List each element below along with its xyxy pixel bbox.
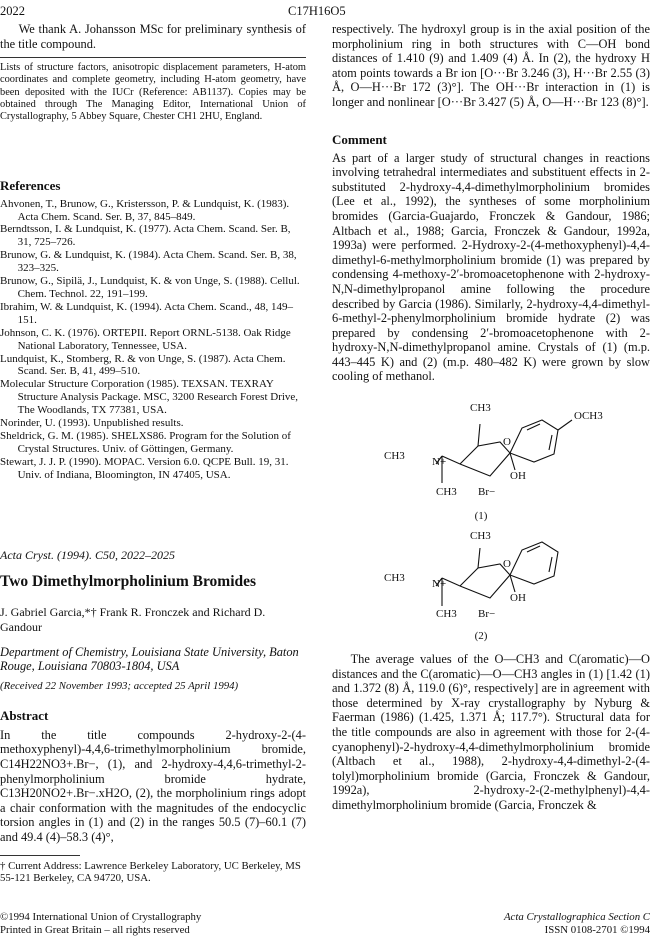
ch3-bottom-label: CH3: [436, 608, 457, 621]
ring-oxygen-label: O: [503, 436, 511, 449]
reference-entry: Norinder, U. (1993). Unpublished results.: [0, 417, 184, 430]
reference-list: [0, 198, 306, 482]
reference-entry: Ibrahim, W. & Lundquist, K. (1994). Acta Chem. Scand., 48, 149–151.: [0, 300, 293, 326]
author-list: J. Gabriel Garcia,*† Frank R. Fronczek and Richard D. Gandour: [0, 604, 266, 634]
reference-entry: Johnson, C. K. (1976). ORTEPII. Report ORNL-5138. Oak Ridge National Laboratory, Tennessee, USA.: [0, 326, 291, 352]
nitrogen-label: N+: [432, 456, 447, 469]
reference-entry: Ahvonen, T., Brunow, G., Kristersson, P. & Lundquist, K. (1983). Acta Chem. Scand. Ser. B, 37, 845–849.: [0, 197, 290, 223]
hydroxyl-label: OH: [510, 592, 526, 605]
reference-entry: Stewart, J. J. P. (1990). MOPAC. Version 6.0. QCPE Bull. 19, 31. Univ. of Indiana, Bloomington, IN 47405, USA.: [0, 455, 289, 481]
acknowledgement: We thank A. Johansson MSc for preliminary synthesis of the title compound.: [0, 22, 306, 51]
footnote-divider: [0, 855, 80, 856]
discussion-text: The average values of the O—CH3 and C(aromatic)—O distances and the C(aromatic)—O—CH3 angles in (1) [1.42 (1) and 1.372 (8) Å, 119.0 (6)°, respectively] are in agreement with those determined by X-ray crystallography by Nyburg & Faerman (1986) (1.425, 1.371 Å; 117.7°). Structural data for the title compounds are also in agreement with those for 2-(4-cyanophenyl)-2-hydroxy-4,4-dimethylmorpholinium bromide (Altbach et al., 1988), 2-hydroxy-4,4-dimethyl-2-(4-tolyl)morpholinium bromide (Garcia, Fronczek & Gandour, 1992a), 2-hydroxy-2-(2-methylphenyl)-4,4-dimethylmorpholinium bromide (Garcia, Fronczek &: [332, 652, 650, 812]
received-dates: (Received 22 November 1993; accepted 25 April 1994): [0, 679, 239, 692]
footnote: † Current Address: Lawrence Berkeley Laboratory, UC Berkeley, MS 55-121 Berkeley, CA 94720, USA.: [0, 859, 301, 885]
printed-line: Printed in Great Britain – all rights reserved: [0, 923, 190, 936]
journal-footer: [440, 911, 650, 936]
affiliation: Department of Chemistry, Louisiana State University, Baton Rouge, Louisiana 70803-1804, USA: [0, 644, 299, 674]
reference-entry: Berndtsson, I. & Lundquist, K. (1977). Acta Chem. Scand. Ser. B, 31, 725–726.: [0, 223, 291, 249]
ch3-top-label: CH3: [470, 530, 491, 543]
ch3-bottom-label: CH3: [436, 486, 457, 499]
n-ch3-label: CH3: [384, 450, 405, 463]
left-column: [0, 22, 306, 885]
deposit-note: Lists of structure factors, anisotropic displacement parameters, H-atom coordinates and complete geometry, including H-atom geometry, have been deposited with the IUCr (Reference: AB1137). Copies may be obtained through The Managing Editor, International Union of Crystallography, 5 Abbey Square, Chester CH1 2HU, England.: [0, 62, 306, 123]
article-title: Two Dimethylmorpholinium Bromides: [0, 572, 257, 590]
structure-2-caption: (2): [474, 630, 488, 643]
running-formula: C17H16O5: [288, 4, 346, 18]
n-ch3-label: CH3: [384, 572, 405, 585]
structure-2: [332, 530, 650, 630]
och3-label: OCH3: [574, 410, 603, 423]
bromide-label: Br−: [478, 486, 496, 499]
reference-entry: Lundquist, K., Stomberg, R. & von Unge, S. (1987). Acta Chem. Scand. Ser. B, 41, 499–510.: [0, 352, 286, 378]
journal-citation: Acta Cryst. (1994). C50, 2022–2025: [0, 547, 175, 562]
references-heading: References: [0, 177, 61, 193]
reference-entry: Molecular Structure Corporation (1985). TEXSAN. TEXRAY Structure Analysis Package. MSC, 3200 Research Forest Drive, The Woodlands, TX 77381, USA.: [0, 378, 299, 417]
hydroxyl-label: OH: [510, 470, 526, 483]
journal-name: Acta Crystallographica Section C: [503, 911, 650, 923]
nitrogen-label: N+: [432, 578, 447, 591]
issn-line: ISSN 0108-2701 ©1994: [544, 923, 650, 936]
divider: [0, 57, 306, 58]
copyright-block: [0, 911, 306, 936]
right-column: [332, 22, 650, 813]
ch3-top-label: CH3: [470, 402, 491, 415]
reference-entry: Sheldrick, G. M. (1985). SHELXS86. Program for the Solution of Crystal Structures. Univ. of Göttingen, Germany.: [0, 429, 291, 455]
ring-oxygen-label: O: [503, 558, 511, 571]
bromide-label: Br−: [478, 608, 496, 621]
structure-1-caption: (1): [474, 510, 488, 523]
copyright-line: ©1994 International Union of Crystallography: [0, 911, 202, 923]
reference-entry: Brunow, G., Sipilä, J., Lundquist, K. & von Unge, S. (1988). Cellul. Chem. Technol. 22, 191–199.: [0, 275, 300, 301]
abstract-text: In the title compounds 2-hydroxy-2-(4-methoxyphenyl)-4,4,6-trimethylmorpholinium bromide, C14H22NO3+.Br−, (1), and 2-hydroxy-4,4,6-trimethyl-2-phenylmorpholinium bromide hydrate, C13H20NO2+.Br−.xH2O, (2), the morpholinium rings adopt a chair conformation with the magnitudes of the endocyclic torsion angles in (1) and (2) in the ranges 50.5 (7)–60.1 (7) and 49.4 (4)–58.3 (4)°,: [0, 727, 306, 844]
continuation-text: respectively. The hydroxyl group is in the axial position of the morpholinium ring in both structures with C—OH bond distances of 1.410 (9) and 1.409 (4) Å. In (2), the hydroxy H atom points towards a Br ion [O···Br 3.246 (3), H···Br 2.55 (3) Å, O—H···Br 172 (3)°]. The OH···Br interaction in (1) is longer and nonlinear [O···Br 3.427 (5) Å, O—H···Br 123 (8)°].: [332, 22, 650, 109]
page-header: [0, 4, 650, 22]
abstract-heading: Abstract: [0, 707, 49, 723]
structure-1: [332, 398, 650, 510]
page-number: 2022: [0, 4, 25, 18]
comment-text: As part of a larger study of structural changes in reactions involving tetrahedral intermediates and substituent effects in 2-substituted 2-hydroxy-4,4-dimethylmorpholinium bromides (Lee et al., 1992), the syntheses of some morpholinium bromides (Garcia-Guajardo, Fronczek & Gandour, 1986; Altbach et al., 1988; Garcia, Fronczek & Gandour, 1992a, 1993a) were performed. 2-Hydroxy-2-(4-methoxyphenyl)-4,4-dimethyl-6-methylmorpholinium bromide (1) was prepared by condensing 4-methoxy-2′-bromoacetophenone with 2-hydroxy-N,N-dimethylpropanol amine following the procedure described by Garcia (1986). Similarly, 2-hydroxy-4,4-dimethyl-6-methyl-2-phenylmorpholinium bromide hydrate (2) was prepared by condensing 2′-bromoacetophenone with 2-hydroxy-N,N-dimethylpropanol amine. Crystals of (1) (m.p. 443–445 K) and (2) (m.p. 480–482 K) were grown by slow cooling of methanol.: [332, 150, 650, 384]
reference-entry: Brunow, G. & Lundquist, K. (1984). Acta Chem. Scand. Ser. B, 38, 323–325.: [0, 249, 297, 275]
comment-heading: Comment: [332, 131, 387, 147]
